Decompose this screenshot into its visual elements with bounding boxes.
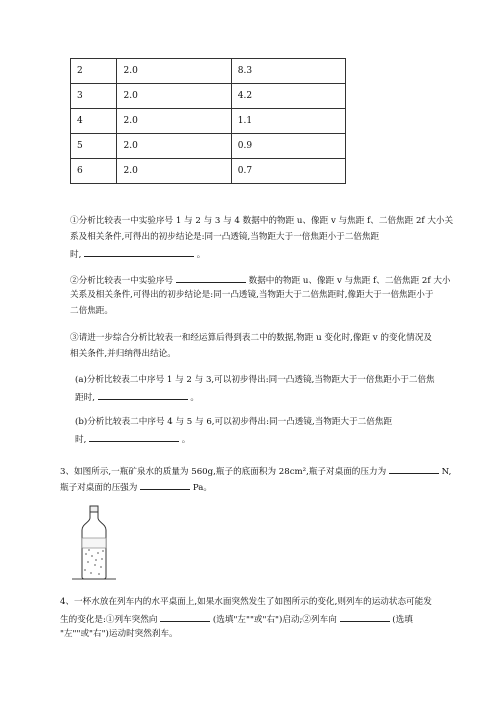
table-cell: 2 <box>71 59 117 84</box>
table-cell: 4 <box>71 109 117 134</box>
q5-line-1: 3、如图所示,一瓶矿泉水的质量为 560g,瓶子的底面积为 28cm²,瓶子对桌面的压力为 N, <box>60 463 451 479</box>
qb-line-2: 时, 。 <box>75 431 190 447</box>
table-cell: 2.0 <box>117 109 231 134</box>
table-cell: 2.0 <box>117 134 231 159</box>
table-cell: 2.0 <box>117 59 231 84</box>
answer-blank[interactable] <box>84 246 194 257</box>
answer-blank[interactable] <box>176 272 246 283</box>
table-row <box>71 109 346 134</box>
q2-line-1: ②分析比较表一中实验序号 数据中的物距 u、像距 v 与焦距 f、二倍焦距 2f 大小 <box>70 272 451 288</box>
answer-blank[interactable] <box>389 463 439 474</box>
answer-blank[interactable] <box>98 389 188 400</box>
q5-line-2: 瓶子对桌面的压强为 Pa。 <box>60 479 212 495</box>
q1-line-3: 时, 。 <box>70 246 205 262</box>
water-bottle-icon <box>70 504 118 582</box>
q6-line-2: 生的变化是:①列车突然向 (选填"左""或"右")启动;②列车向 (选填 <box>60 611 413 627</box>
table-cell: 3 <box>71 84 117 109</box>
table-cell: 8.3 <box>231 59 345 84</box>
table-cell: 5 <box>71 134 117 159</box>
q1-line-2: 系及相关条件,可得出的初步结论是:同一凸透镜,当物距大于一倍焦距小于二倍焦距 <box>70 232 380 242</box>
q1-line-1: ①分析比较表一中实验序号 1 与 2 与 3 与 4 数据中的物距 u、像距 v 与焦距 f、二倍焦距 2f 大小关 <box>70 216 454 226</box>
table-cell: 4.2 <box>231 84 345 109</box>
table-row <box>71 59 346 84</box>
answer-blank[interactable] <box>140 479 190 490</box>
q3-line-2: 相关条件,并归纳得出结论。 <box>70 349 176 359</box>
table-row <box>71 134 346 159</box>
answer-blank[interactable] <box>89 431 179 442</box>
table-cell: 1.1 <box>231 109 345 134</box>
qa-line-2: 距时, 。 <box>75 389 199 405</box>
q3-line-1: ③请进一步综合分析比较表一和经运算后得到表二中的数据,物距 u 变化时,像距 v 的变化情况及 <box>70 333 432 343</box>
q6-line-3: "左""或"右")运动时突然刹车。 <box>60 629 178 639</box>
answer-blank[interactable] <box>340 611 390 622</box>
q6-line-1: 4、一杯水放在列车内的水平桌面上,如果水面突然发生了如图所示的变化,则列车的运动状态可能发 <box>60 597 432 607</box>
table-cell: 2.0 <box>117 84 231 109</box>
answer-blank[interactable] <box>160 611 210 622</box>
table-cell: 6 <box>71 159 117 184</box>
qa-line-1: (a)分析比较表二中序号 1 与 2 与 3,可以初步得出:同一凸透镜,当物距大于一倍焦距小于二倍焦 <box>75 375 435 385</box>
q2-line-2: 关系及相关条件,可得出的初步结论是:同一凸透镜,当物距大于二倍焦距时,像距大于一倍焦距小于 <box>70 290 434 300</box>
table-cell: 2.0 <box>117 159 231 184</box>
table-row <box>71 159 346 184</box>
qb-line-1: (b)分析比较表二中序号 4 与 5 与 6,可以初步得出:同一凸透镜,当物距大于二倍焦距 <box>75 417 393 427</box>
table-cell: 0.9 <box>231 134 345 159</box>
q2-line-3: 二倍焦距。 <box>70 306 113 316</box>
table-cell: 0.7 <box>231 159 345 184</box>
water-bottle-image <box>70 504 118 582</box>
table-row <box>71 84 346 109</box>
data-table <box>70 58 346 184</box>
